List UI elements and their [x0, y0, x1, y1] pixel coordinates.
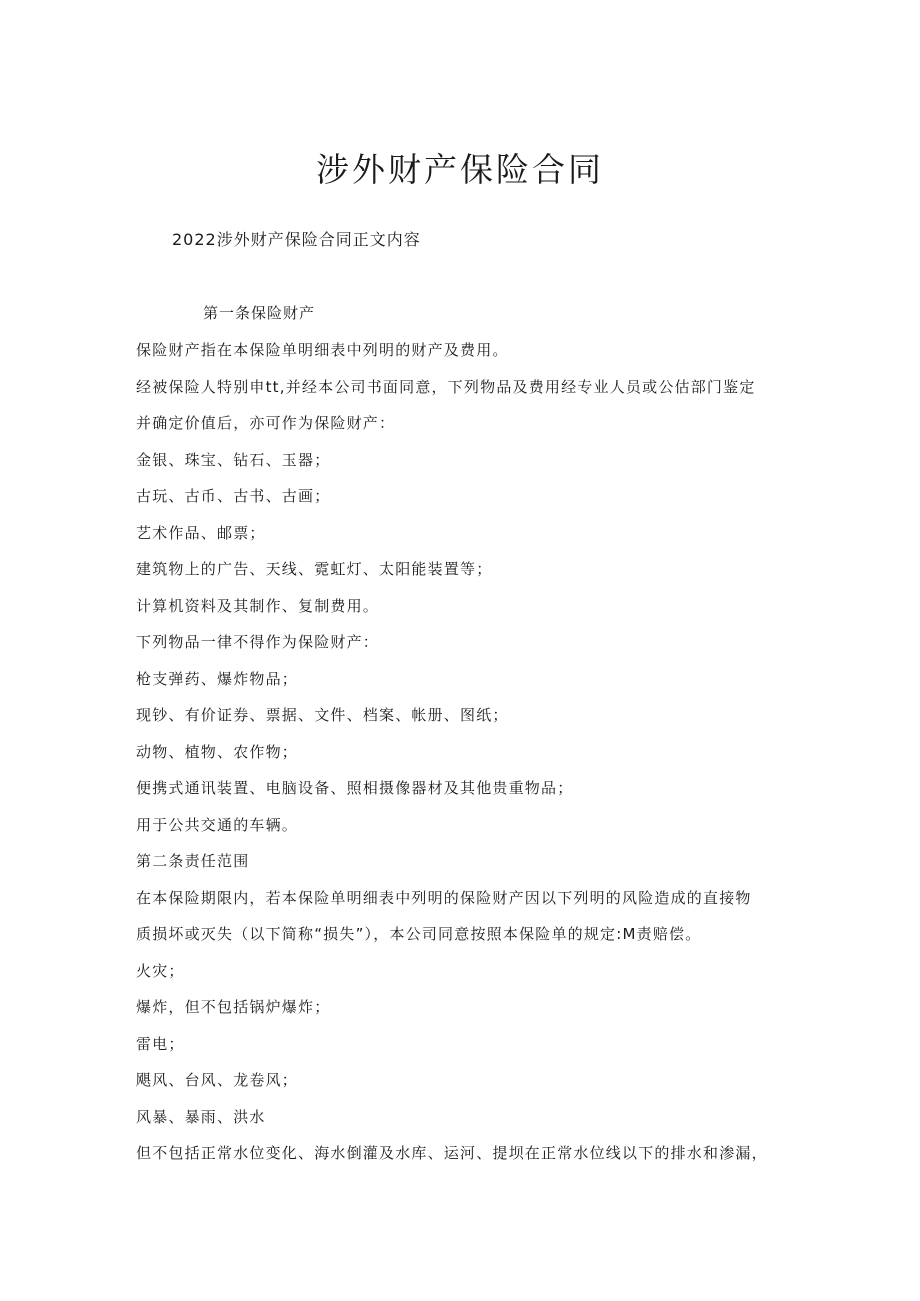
body-line: 下列物品一律不得作为保险财产：: [136, 633, 380, 651]
body-line: 保险财产指在本保险单明细表中列明的财产及费用。: [136, 341, 509, 359]
body-line: 质损坏或灭失（以下简称“损失”），本公司同意按照本保险单的规定:M责赔偿。: [136, 925, 702, 943]
body-line: 金银、珠宝、钻石、玉器；: [136, 450, 331, 469]
body-line: 动物、植物、农作物；: [136, 742, 299, 761]
body-line: 火灾；: [136, 961, 185, 980]
document-body: [136, 338, 836, 1178]
body-line: 计算机资料及其制作、复制费用。: [136, 596, 380, 615]
body-line: 并确定价值后，亦可作为保险财产：: [136, 414, 396, 432]
document-title: 涉外财产保险合同: [316, 150, 604, 189]
body-line: 雷电；: [136, 1034, 185, 1053]
body-line: 飓风、台风、龙卷风；: [136, 1071, 299, 1089]
body-line: 便携式通讯装置、电脑设备、照相摄像器材及其他贵重物品；: [136, 779, 574, 797]
body-line: 风暴、暴雨、洪水: [136, 1107, 266, 1126]
body-line: 古玩、古币、古书、古画；: [136, 487, 331, 505]
body-line: 第二条责任范围: [136, 852, 250, 870]
body-line: 但不包括正常水位变化、海水倒灌及水库、运河、提坝在正常水位线以下的排水和渗漏，: [136, 1144, 768, 1162]
body-line: 枪支弹药、爆炸物品；: [136, 669, 299, 688]
body-line: 建筑物上的广告、天线、霓虹灯、太阳能装置等；: [136, 560, 493, 578]
body-line: 现钞、有价证券、票据、文件、档案、帐册、图纸；: [136, 706, 509, 724]
document-subtitle: 2022涉外财产保险合同正文内容: [172, 230, 421, 249]
body-line: 艺术作品、邮票；: [136, 523, 266, 542]
body-line: 在本保险期限内，若本保险单明细表中列明的保险财产因以下列明的风险造成的直接物: [136, 888, 752, 907]
section-heading: 第一条保险财产: [203, 304, 316, 322]
body-line: 爆炸，但不包括锅炉爆炸；: [136, 998, 331, 1016]
body-line: 经被保险人特别申tt,并经本公司书面同意，下列物品及费用经专业人员或公估部门鉴定: [136, 377, 756, 396]
body-line: 用于公共交通的车辆。: [136, 815, 299, 834]
